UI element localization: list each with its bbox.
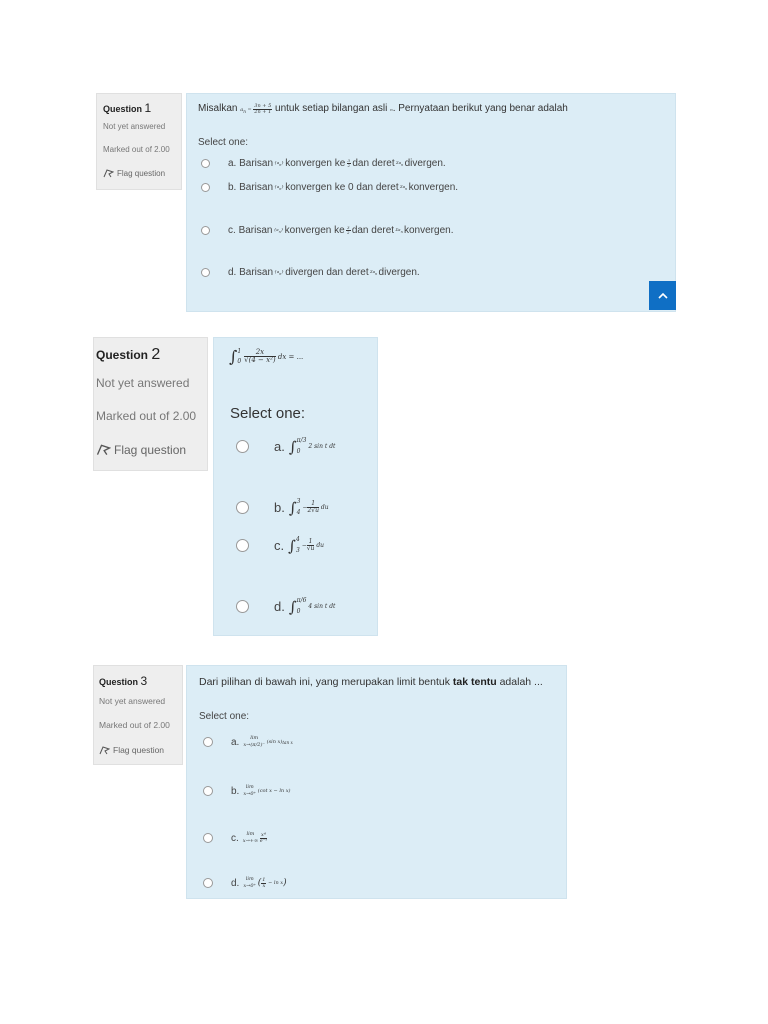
question-2-flag-button[interactable]: Flag question	[96, 443, 186, 457]
question-1-select-one: Select one:	[198, 137, 249, 148]
question-3-status: Not yet answered	[99, 696, 166, 706]
question-2-option-a[interactable]: a. ∫ π/3 0 2 sin t dt	[236, 436, 335, 458]
question-3-info	[93, 665, 183, 765]
question-1-option-d[interactable]: d. Barisan $\{a_n\}$ divergen dan deret $\Sigma a_n$ divergen.	[201, 267, 420, 278]
question-2-marks: Marked out of 2.00	[96, 409, 197, 423]
question-2-option-b[interactable]: b. ∫ 3 4 − $\frac{1}{2√u}$ du	[236, 497, 329, 519]
question-3-flag-button[interactable]: Flag question	[99, 745, 164, 755]
question-2-panel	[213, 337, 378, 636]
radio-button[interactable]	[236, 600, 249, 613]
question-1-info	[96, 93, 182, 190]
question-3-option-a[interactable]: a. lim x→(π/2)⁻ (sin x) tan x	[203, 735, 293, 749]
radio-button[interactable]	[203, 833, 213, 843]
radio-button[interactable]	[236, 440, 249, 453]
question-3-heading: Question 3	[99, 674, 148, 688]
sequence-formula: $a_n$ = $\frac{3n + 5}{2n + 1}$	[240, 103, 272, 115]
question-3-option-c[interactable]: c. lim x→+∞ $\frac{\text{x⁴}}{\text{e⁻ˣ}}$	[203, 831, 267, 845]
question-1-heading: Question 1	[103, 101, 152, 115]
question-2-integral: ∫ 1 0 $\frac{2x}{\text{√(4 − x²)}}$ dx = ...	[229, 347, 304, 367]
question-1-option-a[interactable]: a. Barisan $\{a_n\}$ konvergen ke $\frac{3}{2}$ dan deret $\Sigma a_n$ divergen.	[201, 158, 446, 169]
radio-button[interactable]	[203, 878, 213, 888]
question-3-stem: Dari pilihan di bawah ini, yang merupakan limit bentuk tak tentu adalah ...	[199, 676, 543, 688]
flag-icon	[96, 444, 111, 456]
chevron-up-icon	[658, 292, 668, 300]
question-2-option-c[interactable]: c. ∫ 4 3 − $\frac{1}{√u}$ du	[236, 535, 324, 557]
radio-button[interactable]	[203, 786, 213, 796]
question-2-heading: Question 2	[96, 346, 161, 363]
question-1-marks: Marked out of 2.00	[103, 145, 170, 154]
radio-button[interactable]	[236, 501, 249, 514]
question-1-option-c[interactable]: c. Barisan $\{a_n\}$ konvergen ke $\frac{3}{2}$ dan deret $\Sigma a_n$ konvergen.	[201, 225, 453, 236]
question-3-marks: Marked out of 2.00	[99, 720, 170, 730]
radio-button[interactable]	[201, 159, 210, 168]
question-3-select-one: Select one:	[199, 711, 250, 722]
question-1-flag-button[interactable]: Flag question	[103, 169, 165, 178]
question-1-option-b[interactable]: b. Barisan $\{a_n\}$ konvergen ke 0 dan deret $\Sigma a_n$ konvergen.	[201, 182, 458, 193]
question-3-panel	[186, 665, 567, 899]
flag-icon	[99, 746, 110, 755]
scroll-to-top-button[interactable]	[649, 281, 676, 310]
radio-button[interactable]	[201, 226, 210, 235]
question-2-status: Not yet answered	[96, 376, 190, 390]
question-1-status: Not yet answered	[103, 122, 166, 131]
flag-icon	[103, 169, 114, 178]
radio-button[interactable]	[201, 268, 210, 277]
question-2-info	[93, 337, 208, 471]
question-3-option-d[interactable]: d. lim x→0⁺ ( $\frac{1}{x}$ − ln x )	[203, 876, 287, 890]
question-1-panel	[186, 93, 676, 312]
question-2-option-d[interactable]: d. ∫ π/6 0 4 sin t dt	[236, 596, 335, 618]
question-3-option-b[interactable]: b. lim x→0⁺ (cot x − ln x)	[203, 784, 291, 798]
radio-button[interactable]	[201, 183, 210, 192]
radio-button[interactable]	[236, 539, 249, 552]
question-1-stem: Misalkan $a_n$ = $\frac{3n + 5}{2n + 1}$ untuk setiap bilangan asli n. Pernyataan berikut yang benar adalah	[198, 103, 568, 115]
question-2-select-one: Select one:	[230, 405, 306, 422]
radio-button[interactable]	[203, 737, 213, 747]
